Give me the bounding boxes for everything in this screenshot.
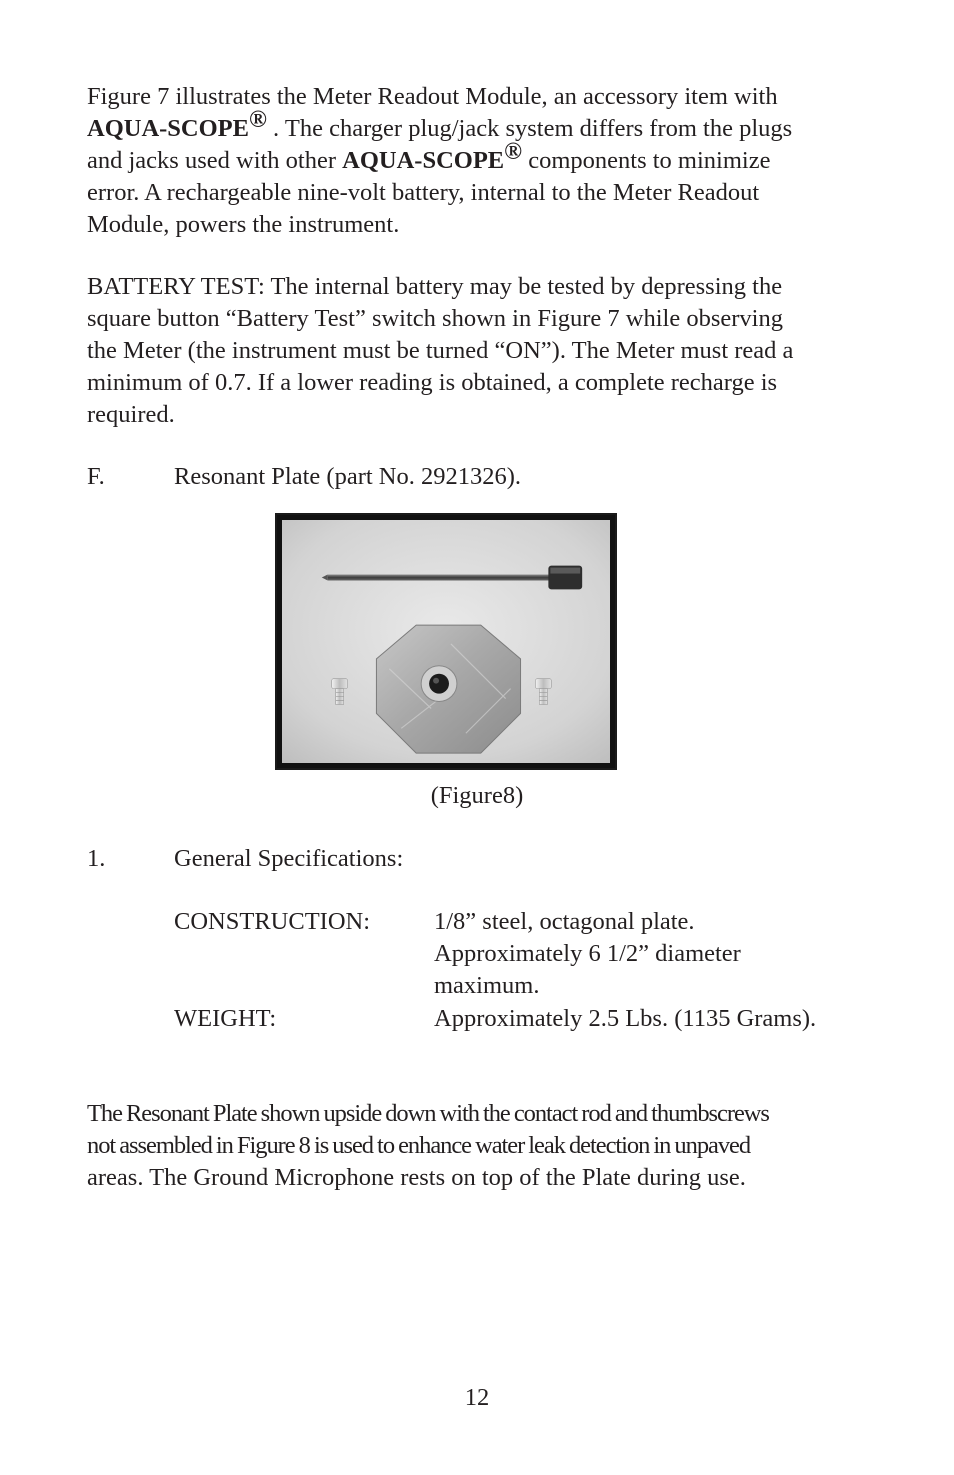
battery-test-line: square button “Battery Test” switch shown in Figure 7 while observing — [87, 305, 783, 332]
brand-name: AQUA-SCOPE — [87, 115, 249, 142]
spec-weight-value: Approximately 2.5 Lbs. (1135 Grams). — [434, 1005, 817, 1032]
battery-test-paragraph — [87, 271, 877, 431]
spec-construction-line: maximum. — [434, 972, 540, 999]
spec-weight-label: WEIGHT: — [174, 1005, 277, 1032]
brand-name: AQUA-SCOPE — [342, 147, 505, 174]
section-1-title: General Specifications: — [174, 845, 404, 872]
closing-line: areas. The Ground Microphone rests on top of the Plate during use. — [87, 1164, 746, 1191]
octagonal-plate — [376, 625, 520, 753]
intro-text-1: Figure 7 illustrates the Meter Readout Module, an accessory item with — [87, 83, 778, 110]
intro-text-5: error. A rechargeable nine-volt battery, internal to the Meter Readout — [87, 179, 760, 206]
spec-construction-value — [434, 906, 741, 1002]
registered-mark: ® — [248, 107, 267, 133]
intro-text-4: components to minimize — [522, 147, 771, 174]
spec-construction-label: CONSTRUCTION: — [174, 908, 371, 935]
section-f-title: Resonant Plate (part No. 2921326). — [174, 463, 522, 490]
battery-test-line: the Meter (the instrument must be turned “ON”). The Meter must read a — [87, 337, 794, 364]
section-1-number: 1. — [87, 845, 106, 872]
spec-construction-line: 1/8” steel, octagonal plate. — [434, 908, 695, 935]
closing-line: not assembled in Figure 8 is used to enhance water leak detection in unpaved — [87, 1132, 751, 1159]
figure-caption: (Figure8) — [430, 782, 524, 809]
battery-test-line: minimum of 0.7. If a lower reading is obtained, a complete recharge is — [87, 369, 778, 396]
intro-text-2: . The charger plug/jack system differs from the plugs — [266, 115, 793, 142]
intro-text-6: Module, powers the instrument. — [87, 211, 400, 238]
intro-paragraph — [87, 81, 877, 241]
spec-construction-line: Approximately 6 1/2” diameter — [434, 940, 741, 967]
page-number: 12 — [464, 1384, 490, 1411]
section-f-number: F. — [87, 463, 105, 490]
registered-mark: ® — [504, 139, 523, 165]
closing-line: The Resonant Plate shown upside down with the contact rod and thumbscrews — [87, 1100, 769, 1127]
resonant-plate-photo — [275, 513, 617, 770]
battery-test-line: required. — [87, 401, 175, 428]
battery-test-line: BATTERY TEST: The internal battery may be tested by depressing the — [87, 273, 783, 300]
resonant-plate-illustration — [282, 520, 610, 763]
intro-text-3: and jacks used with other — [87, 147, 343, 174]
closing-paragraph — [87, 1098, 887, 1194]
